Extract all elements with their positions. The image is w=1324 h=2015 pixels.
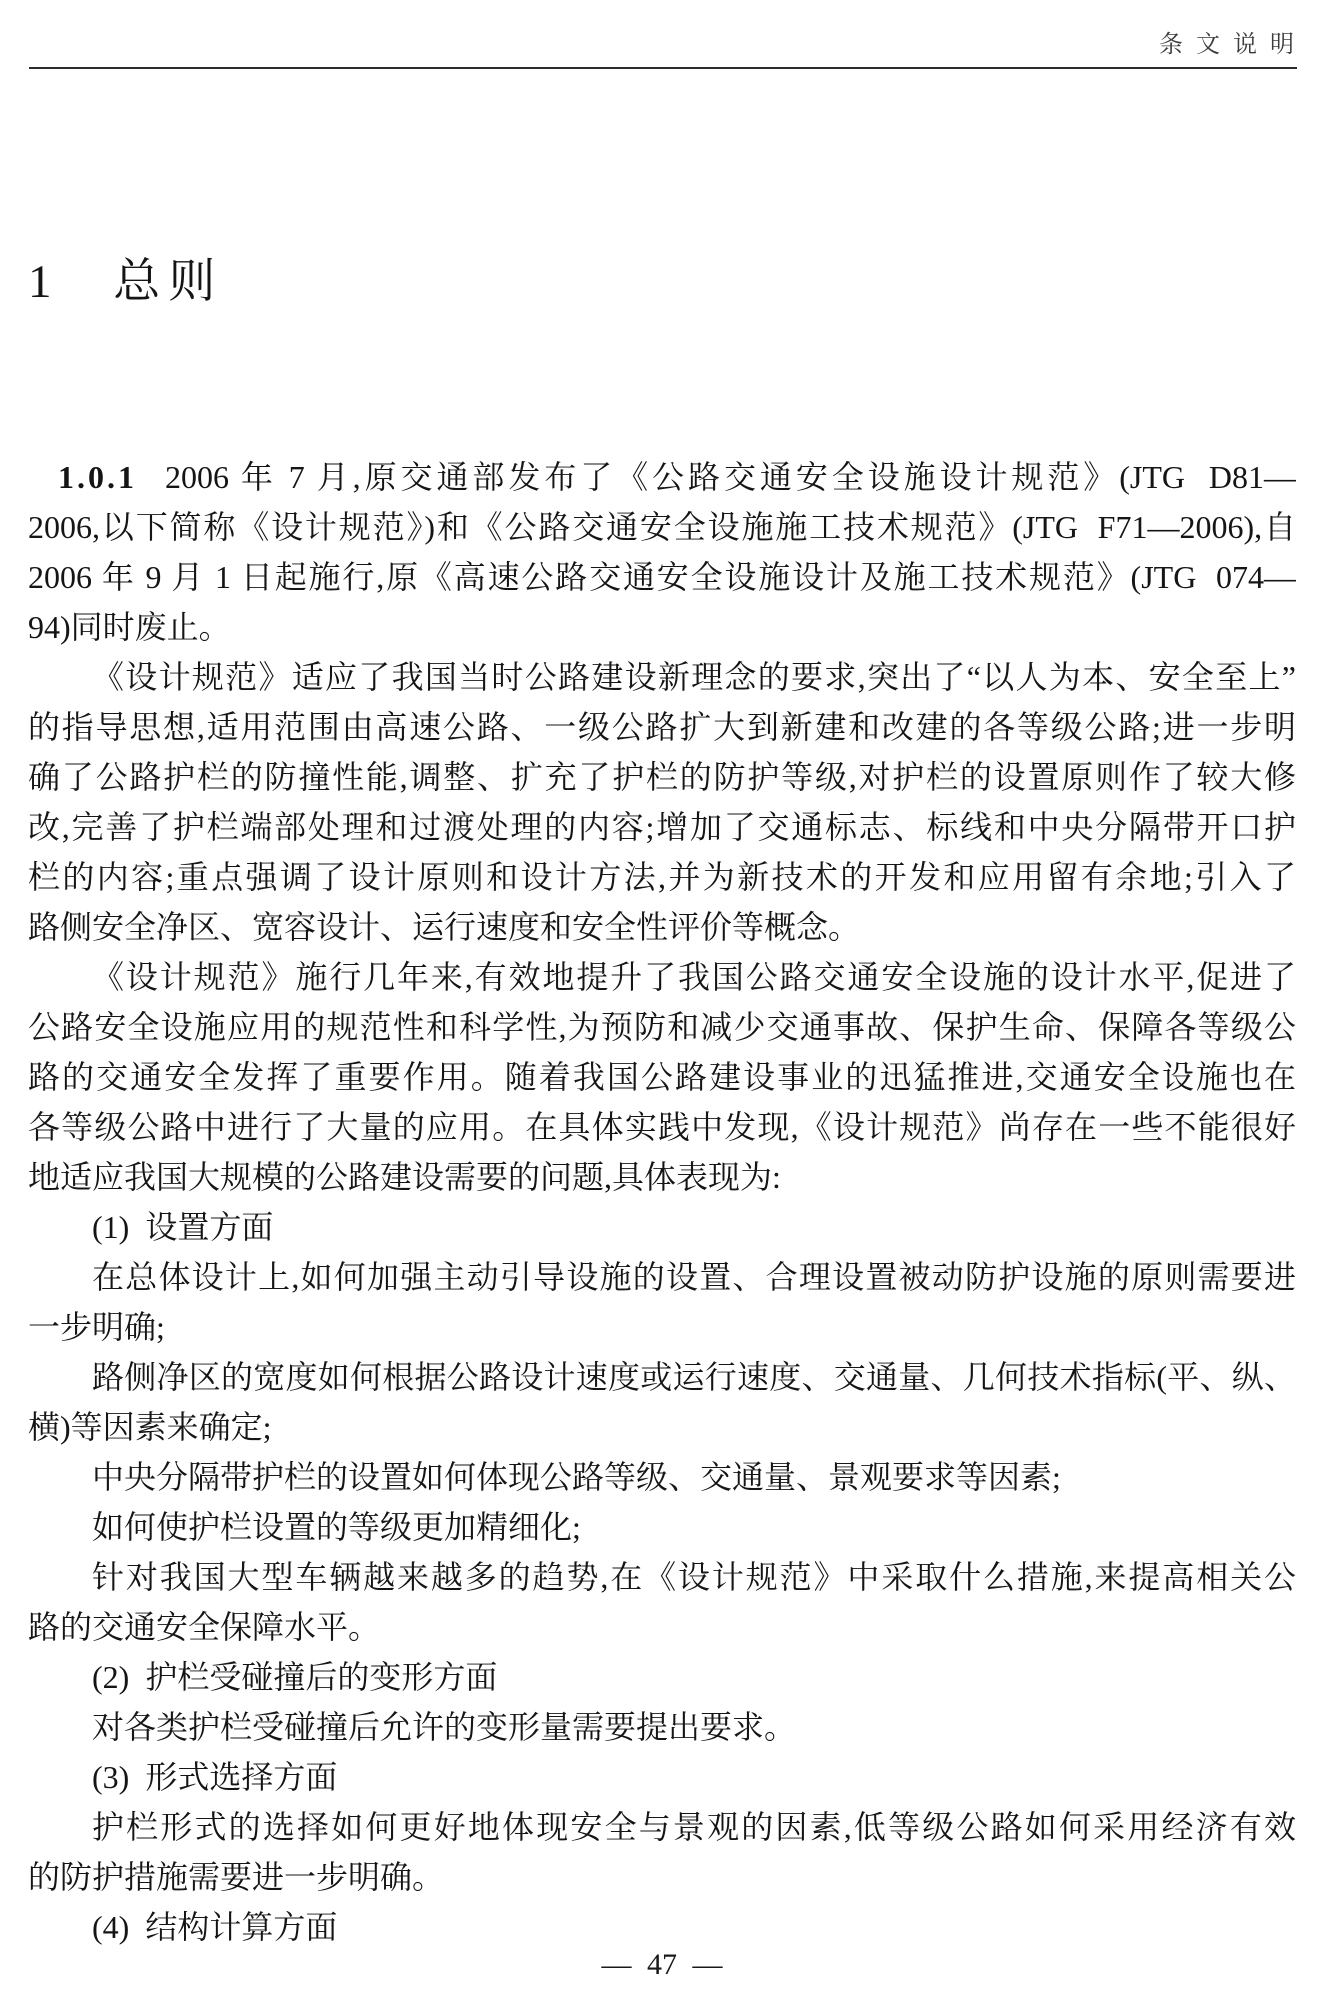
text-line: 地适应我国大规模的公路建设需要的问题,具体表现为: xyxy=(28,1159,781,1195)
page-number: — 47 — xyxy=(601,1948,723,1981)
text-line: 在总体设计上,如何加强主动引导设施的设置、合理设置被动防护设施的原则需要进 xyxy=(92,1259,1296,1295)
text-line: 路侧净区的宽度如何根据公路设计速度或运行速度、交通量、几何技术指标(平、纵、 xyxy=(92,1359,1296,1395)
text-line: 针对我国大型车辆越来越多的趋势,在《设计规范》中采取什么措施,来提高相关公 xyxy=(92,1559,1296,1595)
text-line: 横)等因素来确定; xyxy=(28,1409,272,1445)
running-header-title: 条文说明 xyxy=(1159,31,1307,58)
text-line: 2006 年 9 月 1 日起施行,原《高速公路交通安全设施设计及施工技术规范》(JTG 074— xyxy=(28,559,1296,595)
body-text xyxy=(28,452,1296,1952)
text-line: 公路安全设施应用的规范性和科学性,为预防和减少交通事故、保护生命、保障各等级公 xyxy=(28,1009,1296,1045)
text-line: 中央分隔带护栏的设置如何体现公路等级、交通量、景观要求等因素; xyxy=(92,1459,1061,1495)
clause-number: 1.0.1 xyxy=(58,459,137,495)
text-line: 一步明确; xyxy=(28,1309,165,1345)
text-line: 2006,以下简称《设计规范》)和《公路交通安全设施施工技术规范》(JTG F71—2006),自 xyxy=(28,509,1296,545)
text-line: 《设计规范》施行几年来,有效地提升了我国公路交通安全设施的设计水平,促进了 xyxy=(92,959,1296,995)
text-line: 各等级公路中进行了大量的应用。在具体实践中发现,《设计规范》尚存在一些不能很好 xyxy=(28,1109,1296,1145)
text-line: (2) 护栏受碰撞后的变形方面 xyxy=(92,1659,498,1695)
text-line: 的指导思想,适用范围由高速公路、一级公路扩大到新建和改建的各等级公路;进一步明 xyxy=(28,709,1296,745)
text-line: 如何使护栏设置的等级更加精细化; xyxy=(92,1509,581,1545)
chapter-number: 1 xyxy=(28,256,52,308)
text-line: 《设计规范》适应了我国当时公路建设新理念的要求,突出了“以人为本、安全至上” xyxy=(92,659,1296,695)
text-line: 路侧安全净区、宽容设计、运行速度和安全性评价等概念。 xyxy=(28,909,861,945)
chapter-name: 总则 xyxy=(113,256,224,308)
text-line: 路的交通安全发挥了重要作用。随着我国公路建设事业的迅猛推进,交通安全设施也在 xyxy=(28,1059,1296,1095)
header-rule xyxy=(29,67,1297,69)
text-line: (4) 结构计算方面 xyxy=(92,1909,338,1945)
text-line: 的防护措施需要进一步明确。 xyxy=(28,1859,445,1895)
text-line: 护栏形式的选择如何更好地体现安全与景观的因素,低等级公路如何采用经济有效 xyxy=(92,1809,1296,1845)
text-line: 对各类护栏受碰撞后允许的变形量需要提出要求。 xyxy=(92,1709,797,1745)
text-line: 94)同时废止。 xyxy=(28,609,231,645)
text-line: 栏的内容;重点强调了设计原则和设计方法,并为新技术的开发和应用留有余地;引入了 xyxy=(28,859,1296,895)
text-line: 改,完善了护栏端部处理和过渡处理的内容;增加了交通标志、标线和中央分隔带开口护 xyxy=(28,809,1296,845)
text-line: 1.0.1 2006 年 7 月,原交通部发布了《公路交通安全设施设计规范》(JTG D81— xyxy=(58,459,1296,495)
text-line: (1) 设置方面 xyxy=(92,1209,274,1245)
text-line: (3) 形式选择方面 xyxy=(92,1759,338,1795)
text-line: 确了公路护栏的防撞性能,调整、扩充了护栏的防护等级,对护栏的设置原则作了较大修 xyxy=(28,759,1296,795)
text-line: 路的交通安全保障水平。 xyxy=(28,1609,381,1645)
chapter-title xyxy=(28,254,223,310)
